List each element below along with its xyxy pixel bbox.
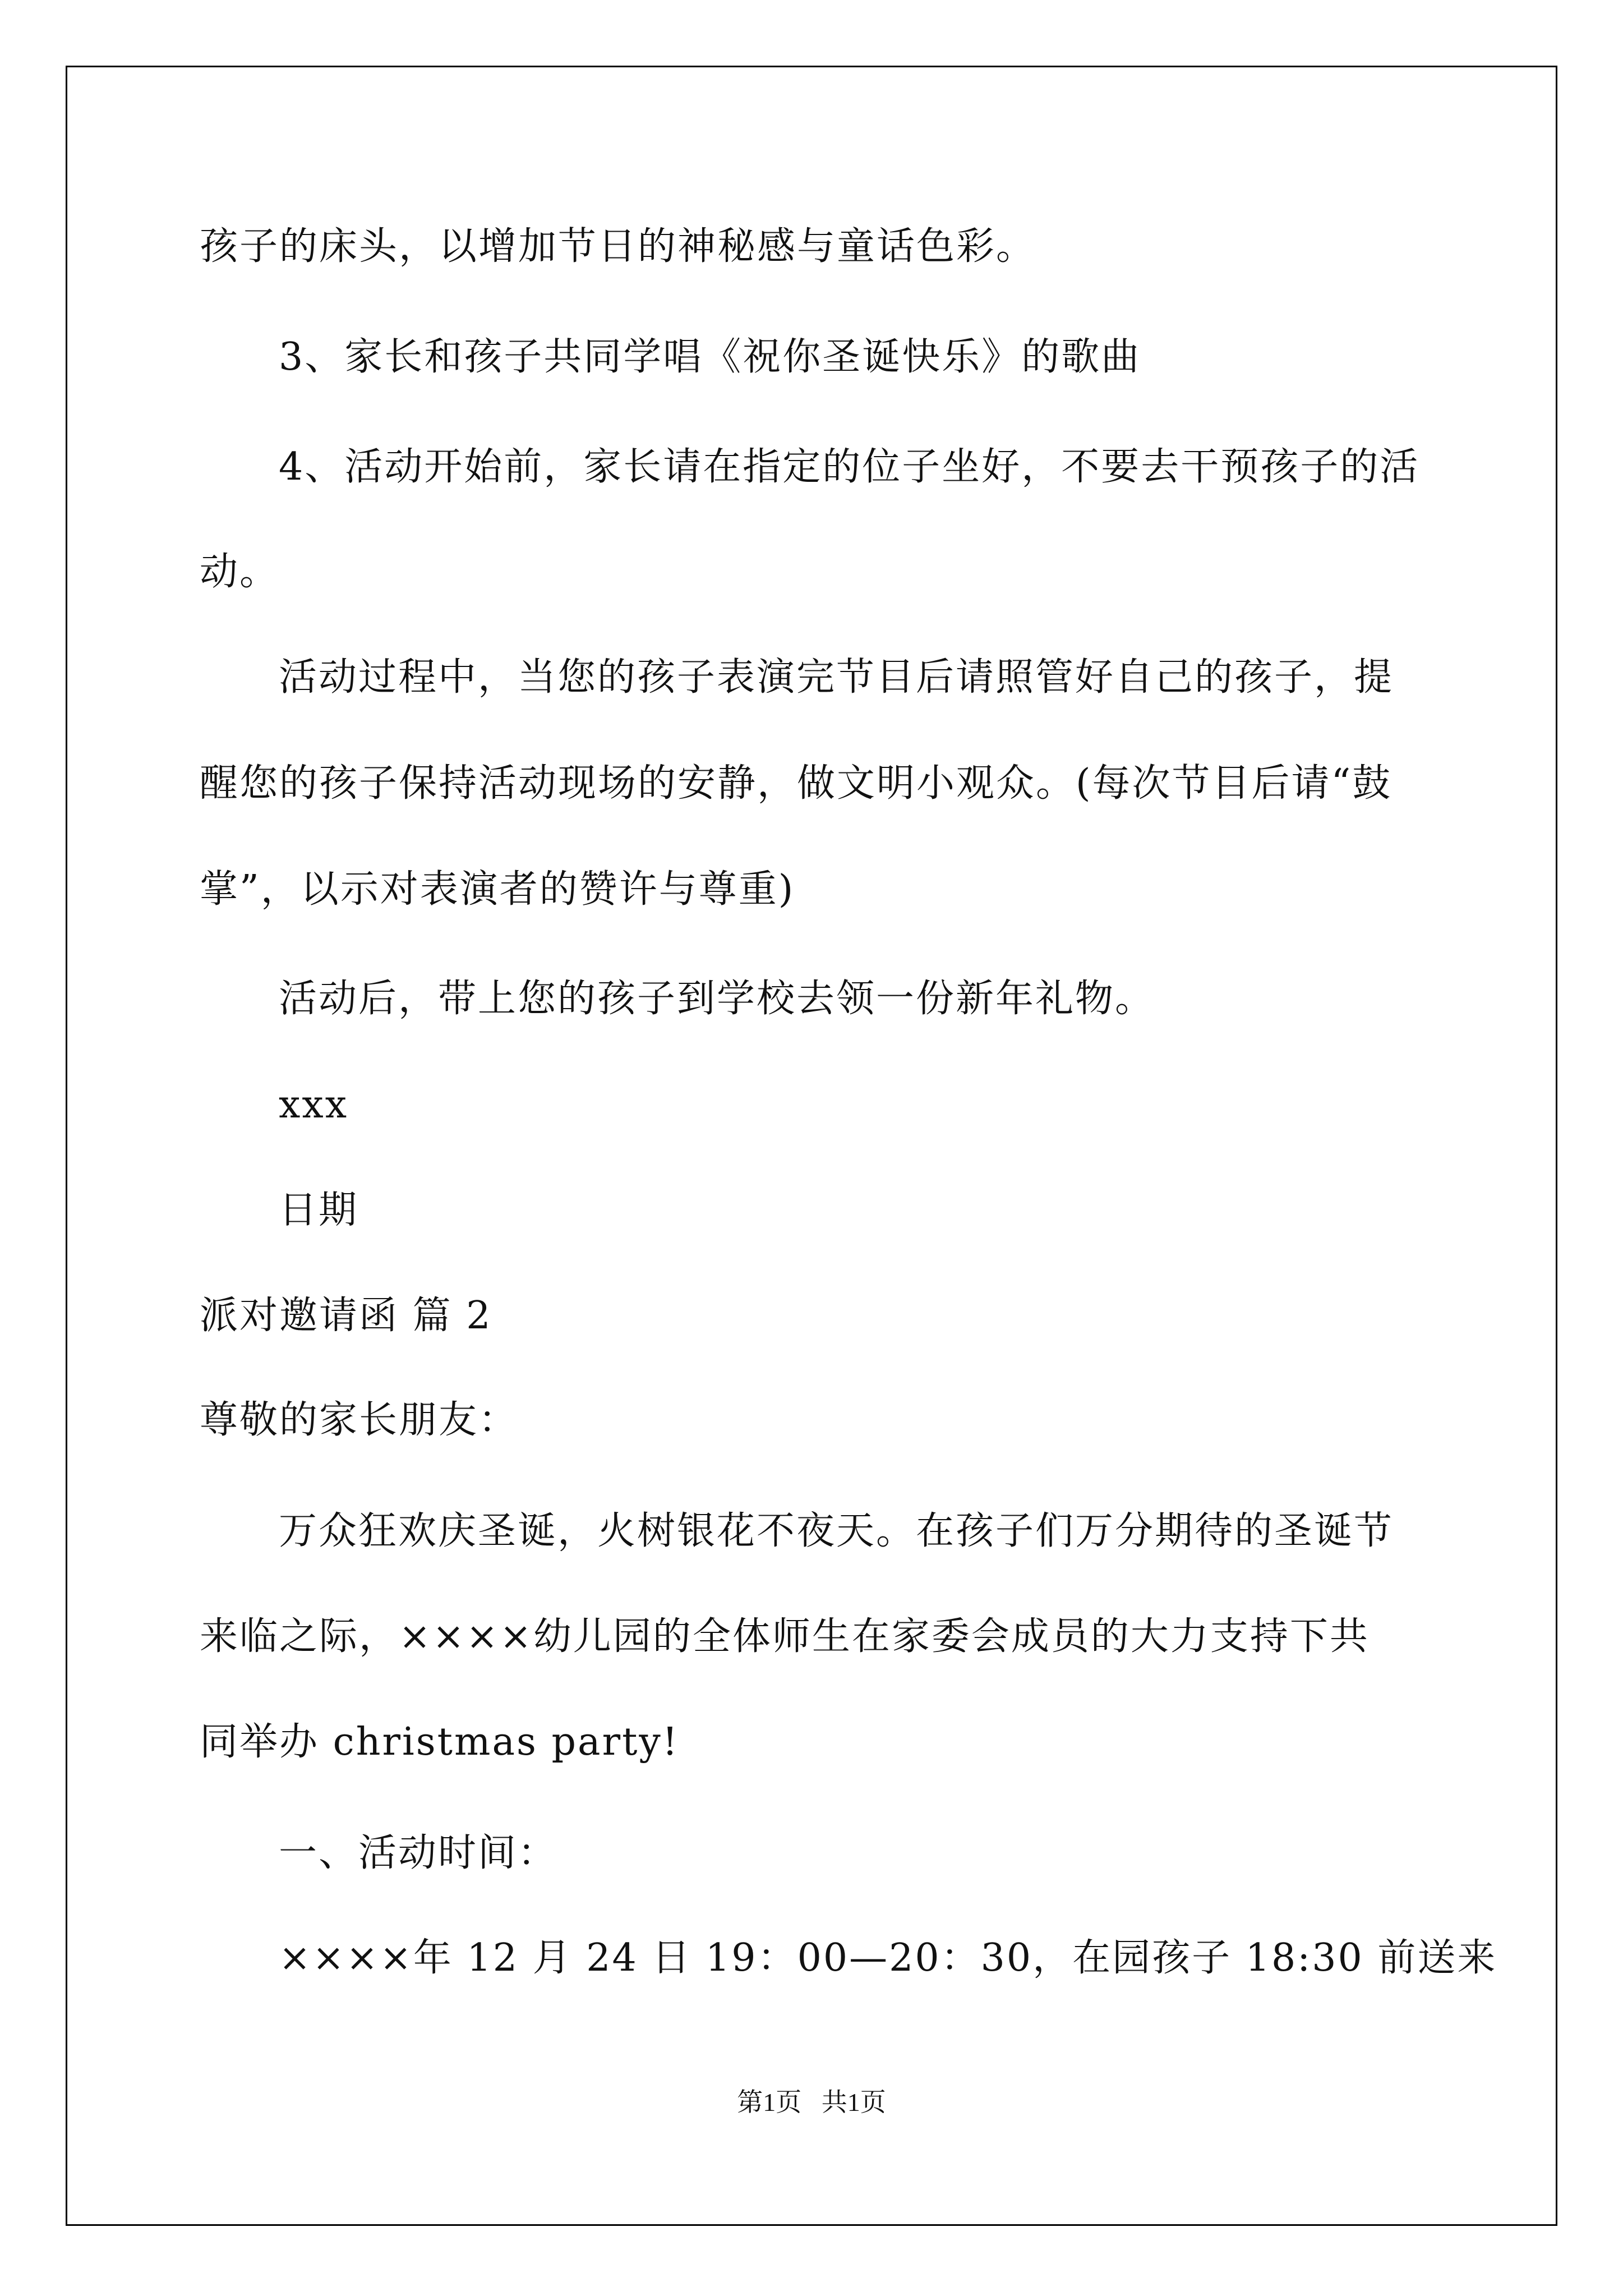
text-line: 孩子的床头，以增加节日的神秘感与童话色彩。 — [200, 224, 1036, 269]
text-line: 3、家长和孩子共同学唱《祝你圣诞快乐》的歌曲 — [279, 335, 1141, 379]
text-line: 来临之际，××××幼儿园的全体师生在家委会成员的大力支持下共 — [200, 1614, 1370, 1659]
text-line: 活动过程中，当您的孩子表演完节目后请照管好自己的孩子，提 — [279, 655, 1394, 700]
text-line: xxx — [279, 1083, 349, 1127]
page-footer: 第1页 共1页 — [737, 2088, 886, 2116]
text-line: 日期 — [279, 1188, 359, 1232]
text-line: 醒您的孩子保持活动现场的安静，做文明小观众。(每次节目后请“鼓 — [200, 761, 1393, 806]
text-line: 万众狂欢庆圣诞，火树银花不夜天。在孩子们万分期待的圣诞节 — [279, 1509, 1394, 1553]
salutation: 尊敬的家长朋友： — [200, 1398, 519, 1442]
text-line: 同举办 christmas party! — [200, 1720, 680, 1764]
section-heading: 派对邀请函 篇 2 — [200, 1294, 492, 1338]
text-line: 一、活动时间： — [279, 1831, 558, 1875]
text-line: 动。 — [200, 550, 280, 594]
text-line: 4、活动开始前，家长请在指定的位子坐好，不要去干预孩子的活 — [279, 445, 1420, 489]
text-line: 活动后，带上您的孩子到学校去领一份新年礼物。 — [279, 977, 1155, 1021]
text-line: ××××年 12 月 24 日 19：00—20：30，在园孩子 18:30 前送来 — [279, 1936, 1497, 1980]
text-line: 掌”，以示对表演者的赞许与尊重) — [200, 867, 795, 912]
page-border — [66, 66, 1557, 2226]
